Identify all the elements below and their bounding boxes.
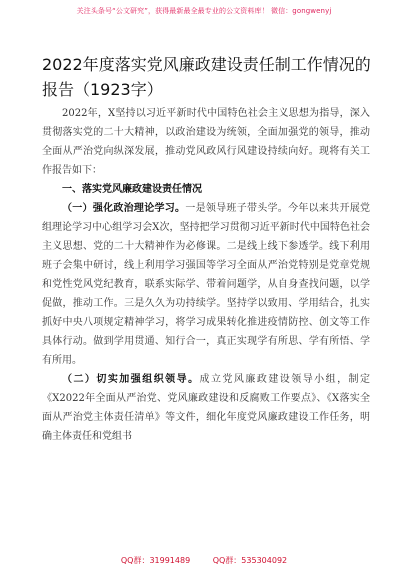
footer-contact: [0, 555, 408, 566]
item-2-lead: （二）切实加强组织领导。: [62, 374, 200, 385]
promo-banner: 关注头条号“公文研究”，获得最新最全最专业的公文资料库！ 微信：gongwenyj: [76, 7, 332, 15]
document-body: [42, 104, 370, 446]
footer-qq-group-2: QQ群：535304092: [212, 556, 288, 565]
intro-paragraph: 2022年，X坚持以习近平新时代中国特色社会主义思想为指导，深入贯彻落实党的二十大精神，以政治建设为统领，全面加强党的领导，推动全面从严治党向纵深发展，推动党风政风行风建设持续向好。现将有关工作报告如下：: [42, 108, 370, 176]
footer-qq-group-1: QQ群：31991489: [120, 556, 191, 565]
item-2-text: 成立党风廉政建设领导小组，制定《X2022年全面从严治党、党风廉政建设和反腐败工作要点》、《X落实全面从严治党主体责任清单》等文件，细化年度党风廉政建设工作任务，明确主体责任和党组书: [42, 374, 371, 442]
item-1-lead: （一）强化政治理论学习。: [62, 203, 186, 214]
item-paragraph-2: [42, 370, 370, 446]
section-heading: 一、落实党风廉政建设责任情况: [62, 184, 202, 195]
document-title: 2022年度落实党风廉政建设责任制工作情况的报告（1923字）: [42, 55, 371, 99]
item-paragraph-1: [42, 199, 370, 370]
item-1-text: 一是领导班子带头学。今年以来共开展党组理论学习中心组学习会X次，坚持把学习贯彻习近平新时代中国特色社会主义思想、党的二十大精神作为必修课。二是线上线下参透学。线下利用班子会集中研讨，线上利用学习强国等学习全面从严治党特别是党章党规和党性党风党纪教育，联系实际学、带着问题学，从自身查找问题，以学促做，推动工作。三是久久为功持续学。坚持学以致用、学用结合，扎实抓好中央八项规定精神学习，将学习成果转化推进疫情防控、创文等工作具体行动。做到学用贯通、知行合一，真正实现学有所思、学有所悟、学有所用。: [42, 203, 371, 366]
